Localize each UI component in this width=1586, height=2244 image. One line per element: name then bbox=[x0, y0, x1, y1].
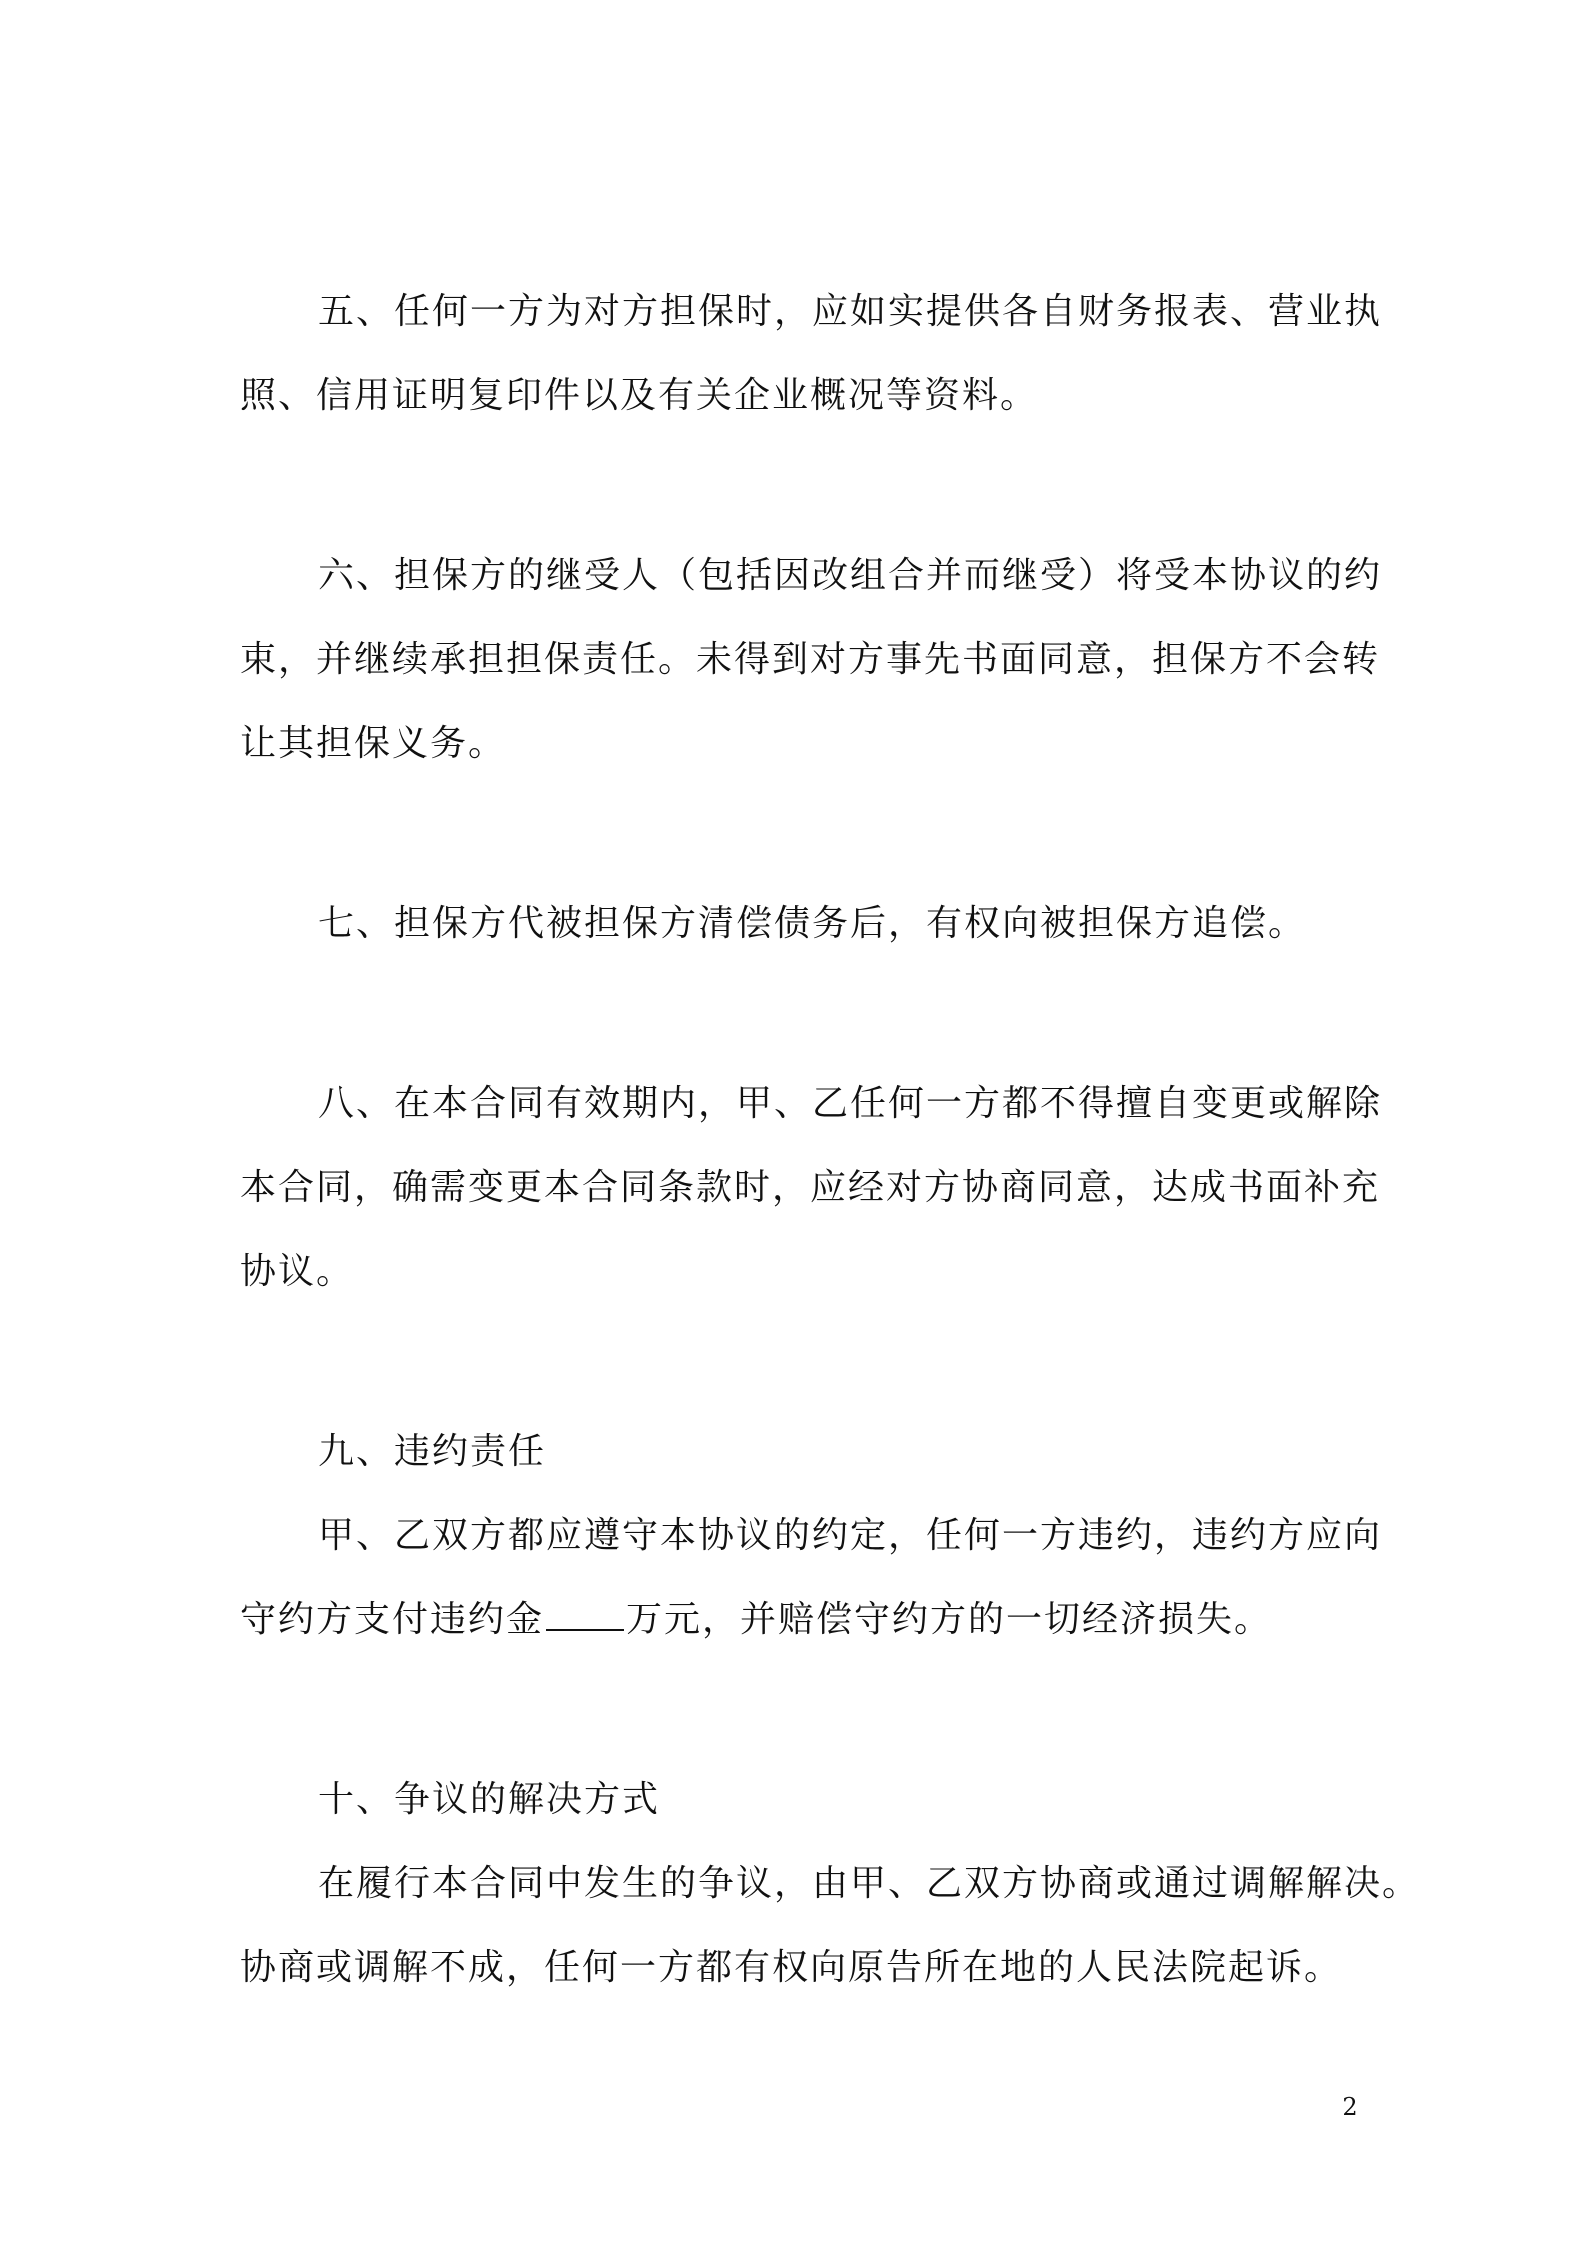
clause-5-line-1: 五、任何一方为对方担保时，应如实提供各自财务报表、营业执 bbox=[318, 291, 1383, 332]
clause-6-line-2: 束，并继续承担担保责任。未得到对方事先书面同意，担保方不会转 bbox=[240, 639, 1381, 680]
clause-6-line-3: 让其担保义务。 bbox=[240, 723, 507, 764]
clause-10-line-1: 在履行本合同中发生的争议，由甲、乙双方协商或通过调解解决。 bbox=[318, 1863, 1421, 1904]
clause-10-heading: 十、争议的解决方式 bbox=[318, 1779, 661, 1820]
clause-6-line-1: 六、担保方的继受人（包括因改组合并而继受）将受本协议的约 bbox=[318, 555, 1383, 596]
clause-8-line-2: 本合同，确需变更本合同条款时，应经对方协商同意，达成书面补充 bbox=[240, 1167, 1381, 1208]
penalty-text-after: 万元，并赔偿守约方的一切经济损失。 bbox=[626, 1599, 1273, 1640]
clause-9-line-2 bbox=[240, 1598, 1360, 1642]
clause-10-line-2: 协商或调解不成，任何一方都有权向原告所在地的人民法院起诉。 bbox=[240, 1947, 1343, 1988]
clause-8-line-3: 协议。 bbox=[240, 1251, 355, 1292]
page-number: 2 bbox=[1342, 2093, 1358, 2121]
penalty-amount-blank bbox=[546, 1599, 624, 1631]
clause-7-line-1: 七、担保方代被担保方清偿债务后，有权向被担保方追偿。 bbox=[318, 903, 1307, 944]
clause-9-line-1: 甲、乙双方都应遵守本协议的约定，任何一方违约，违约方应向 bbox=[318, 1515, 1383, 1556]
penalty-text-before: 守约方支付违约金 bbox=[240, 1599, 545, 1640]
clause-8-line-1: 八、在本合同有效期内，甲、乙任何一方都不得擅自变更或解除 bbox=[318, 1083, 1383, 1124]
clause-5-line-2: 照、信用证明复印件以及有关企业概况等资料。 bbox=[240, 375, 1039, 416]
clause-9-heading: 九、违约责任 bbox=[318, 1431, 547, 1472]
